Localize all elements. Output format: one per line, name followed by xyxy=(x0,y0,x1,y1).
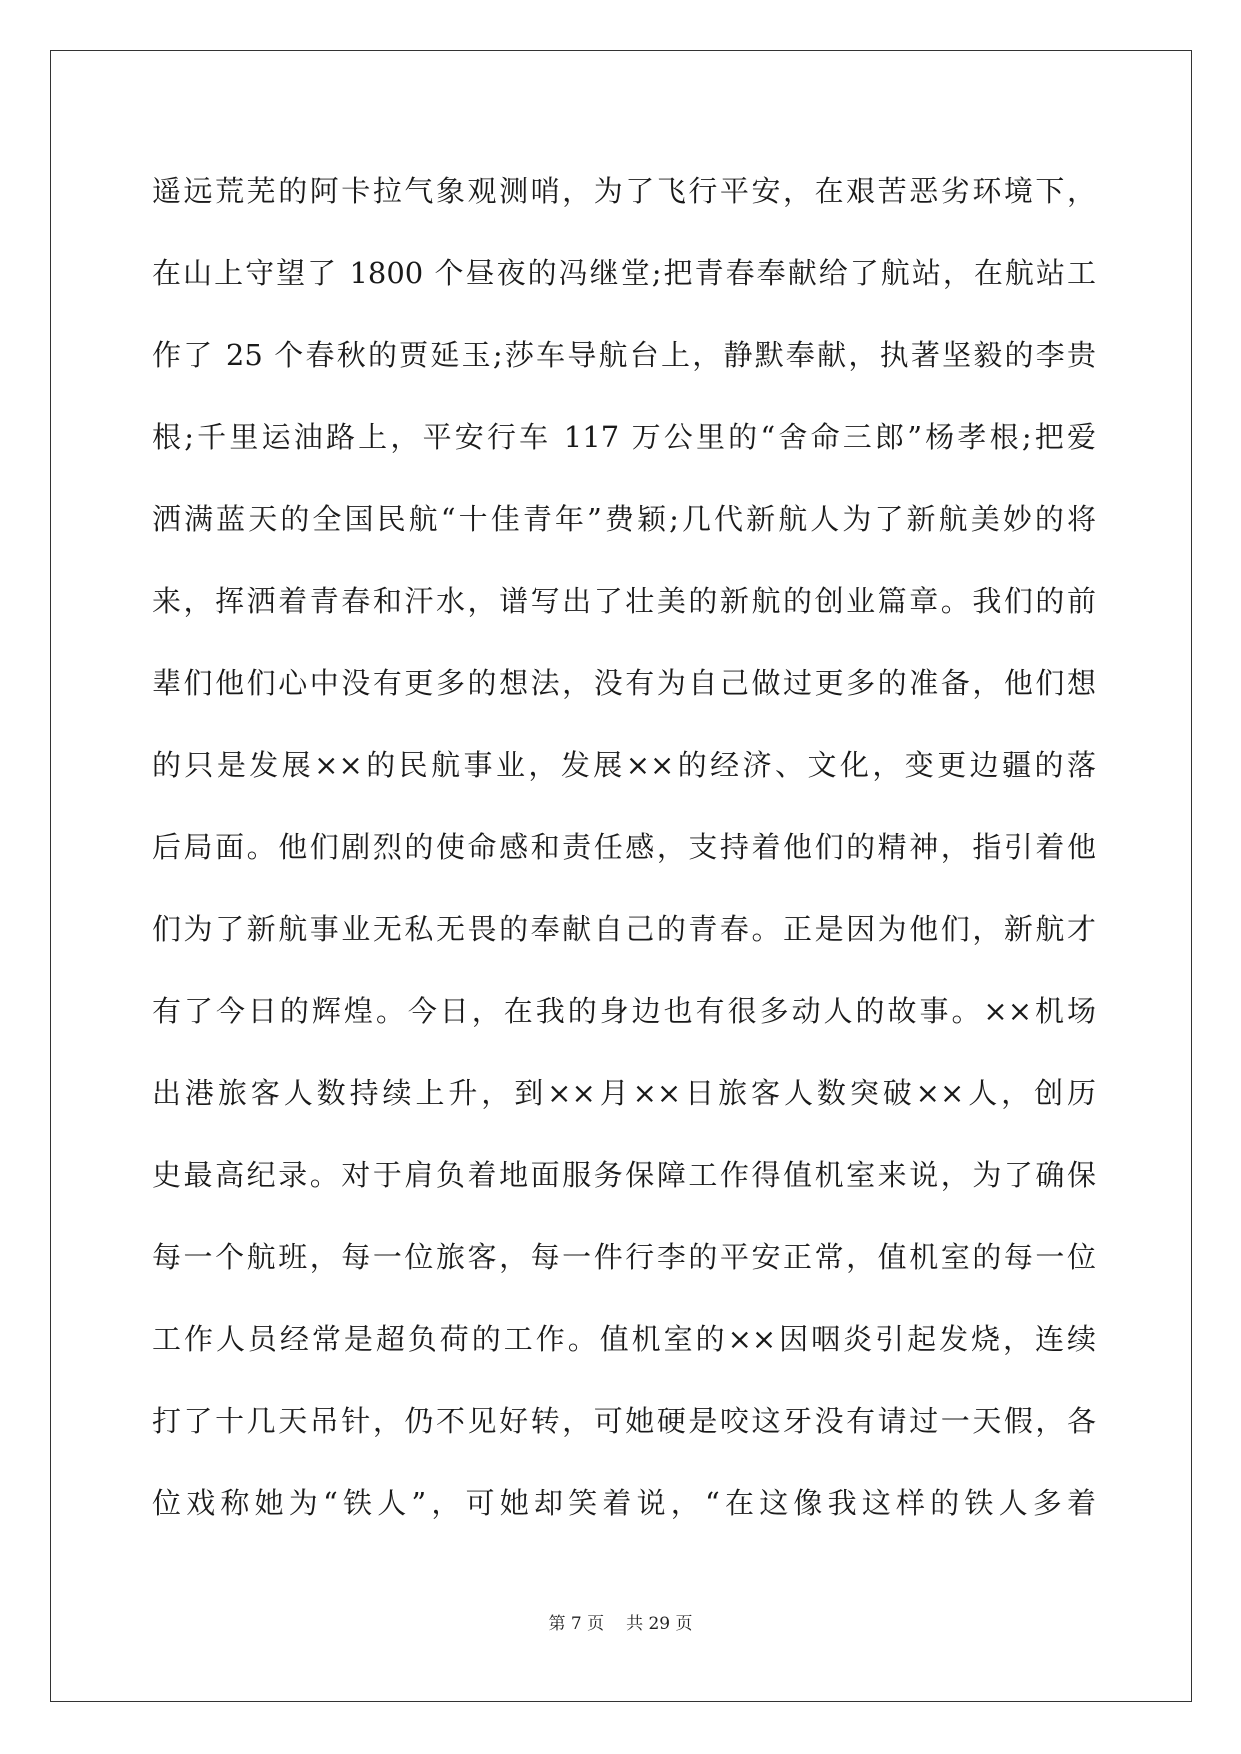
page-number: 第 7 页 xyxy=(548,1614,605,1634)
text-line: 的只是发展××的民航事业，发展××的经济、文化，变更边疆的落 xyxy=(152,748,1096,782)
text-line: 们为了新航事业无私无畏的奉献自己的青春。正是因为他们，新航才 xyxy=(152,912,1096,946)
text-line: 在山上守望了 1800 个昼夜的冯继堂;把青春奉献给了航站，在航站工 xyxy=(152,256,1096,290)
text-line: 有了今日的辉煌。今日，在我的身边也有很多动人的故事。××机场 xyxy=(152,994,1096,1028)
text-line: 史最高纪录。对于肩负着地面服务保障工作得值机室来说，为了确保 xyxy=(152,1158,1096,1192)
document-body xyxy=(152,166,1096,1560)
text-line: 根;千里运油路上，平安行车 117 万公里的“舍命三郎”杨孝根;把爱 xyxy=(152,420,1096,454)
text-line: 辈们他们心中没有更多的想法，没有为自己做过更多的准备，他们想 xyxy=(152,666,1096,700)
text-line: 位戏称她为“铁人”，可她却笑着说，“在这像我这样的铁人多着 xyxy=(152,1486,1096,1520)
text-line: 工作人员经常是超负荷的工作。值机室的××因咽炎引起发烧，连续 xyxy=(152,1322,1096,1356)
page-footer xyxy=(0,1609,1241,1634)
text-line: 洒满蓝天的全国民航“十佳青年”费颖;几代新航人为了新航美妙的将 xyxy=(152,502,1096,536)
text-line: 来，挥洒着青春和汗水，谱写出了壮美的新航的创业篇章。我们的前 xyxy=(152,584,1096,618)
text-line: 遥远荒芜的阿卡拉气象观测哨，为了飞行平安，在艰苦恶劣环境下， xyxy=(152,174,1096,208)
page-total: 共 29 页 xyxy=(626,1614,693,1634)
text-line: 作了 25 个春秋的贾延玉;莎车导航台上，静默奉献，执著坚毅的李贵 xyxy=(152,338,1096,372)
text-line: 每一个航班，每一位旅客，每一件行李的平安正常，值机室的每一位 xyxy=(152,1240,1096,1274)
text-line: 后局面。他们剧烈的使命感和责任感，支持着他们的精神，指引着他 xyxy=(152,830,1096,864)
text-line: 打了十几天吊针，仍不见好转，可她硬是咬这牙没有请过一天假，各 xyxy=(152,1404,1096,1438)
text-line: 出港旅客人数持续上升，到××月××日旅客人数突破××人，创历 xyxy=(152,1076,1096,1110)
